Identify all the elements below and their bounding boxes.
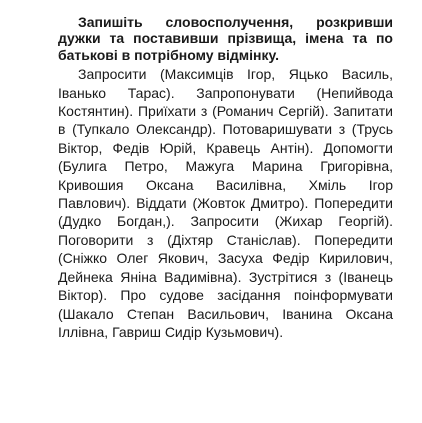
exercise-block <box>58 14 393 341</box>
exercise-text: Запросити (Максимців Ігор, Яцько Василь, Іванько Тарас). Запропонувати (Непийвода Костянтин). Приїхати з (Романич Сергій). Запитати в (Тупкало Олександр). Потоваришувати з (Трусь Віктор, Федів Юрій, Кравець Антін). Допомогти (Булига Петро, Мажуга Марина Григорівна, Кривошия Оксана Василівна, Хміль Ігор Павлович). Віддати (Жовток Дмитро). Попередити (Дудко Богдан,). Запросити (Жихар Георгій). Поговорити з (Діхтяр Станіслав). Попередити (Сніжко Олег Якович, Засуха Федір Кирилович, Дейнека Яніна Вадимівна). Зустрітися з (Іванець Віктор). Про судове засідання поінформувати (Шакало Степан Васильович, Іванина Оксана Іллівна, Гавриш Сидір Кузьмович). <box>58 66 393 340</box>
exercise-instruction: Запишіть словосполучення, розкривши дужки та поставивши прізвища, імена та по батькові в потрібному відмінку. <box>58 14 393 63</box>
